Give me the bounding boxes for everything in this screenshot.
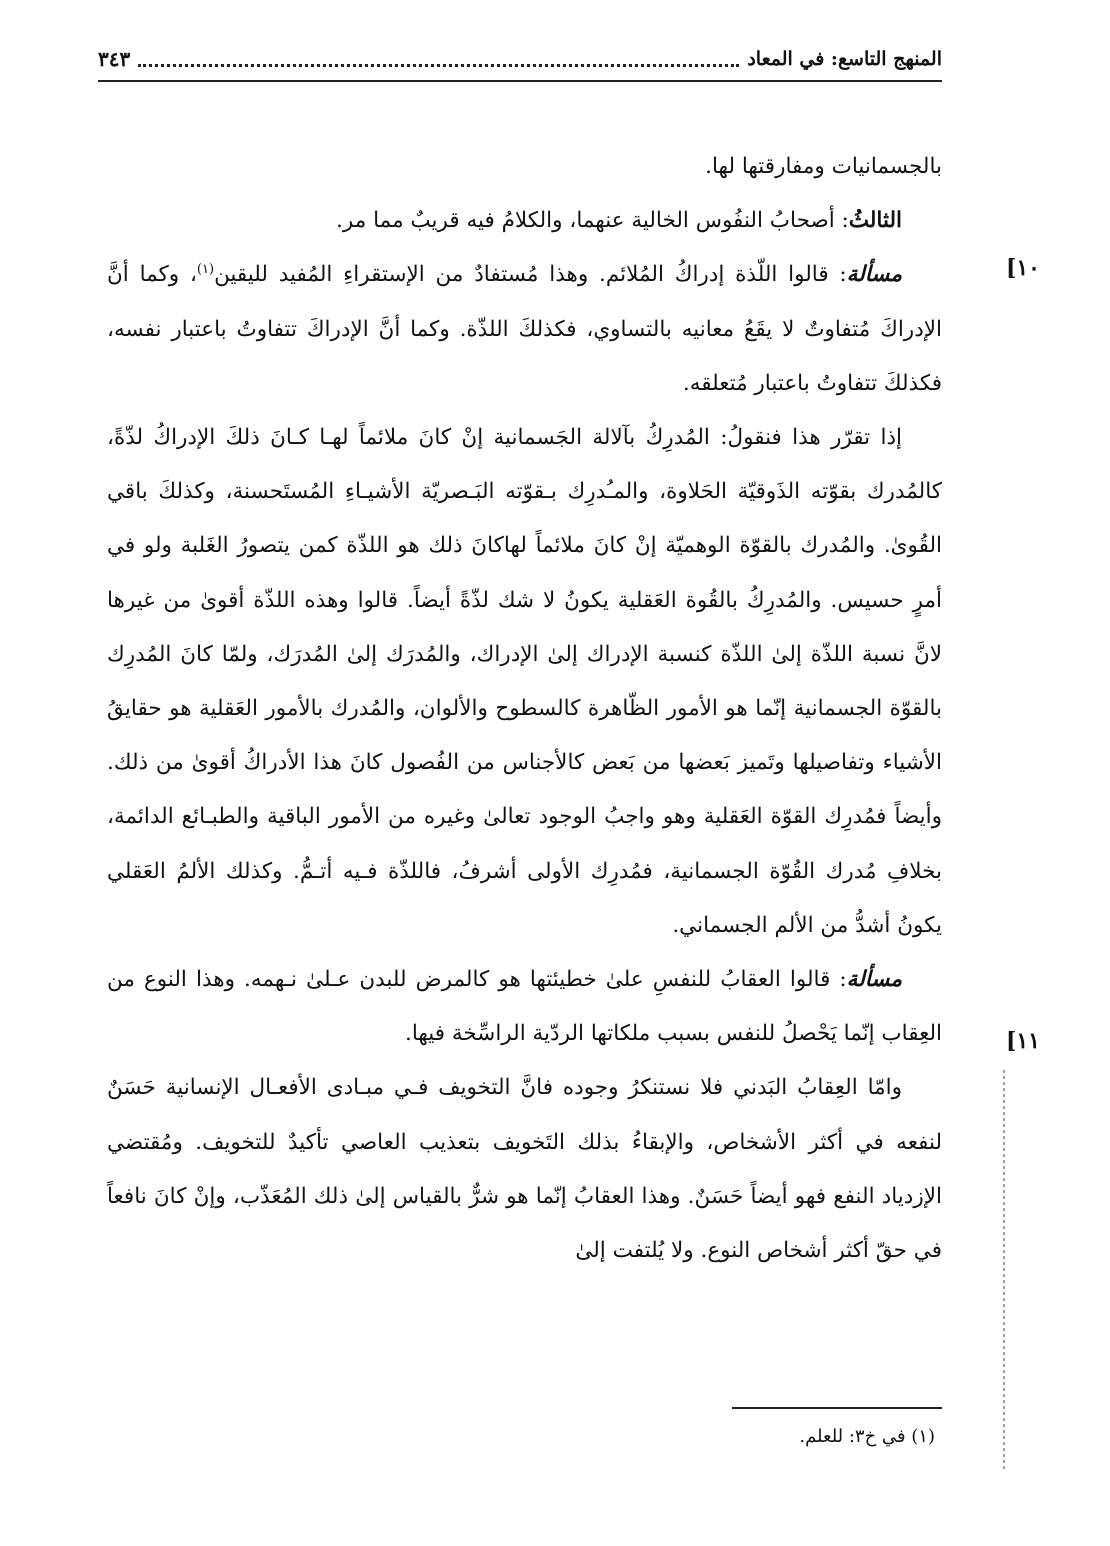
section-marker-10: ١٠] — [1005, 255, 1040, 281]
main-text — [107, 140, 942, 1278]
scan-edge-artifact — [1003, 1070, 1005, 1470]
paragraph-3 — [107, 248, 942, 411]
footnote-reference-1[interactable]: (١) — [196, 262, 215, 278]
paragraph-2 — [107, 194, 942, 248]
paragraph-1: بالجسمانيات ومفارقتها لها. — [705, 154, 942, 179]
paragraph-2-text: : أصحابُ النفُوس الخالية عنهما، والكلامُ فيه قريبٌ مما مر. — [336, 208, 849, 234]
paragraph-4: إذا تقرّر هذا فنقولُ: المُدرِكُ بآلالة الجَسمانية إنْ كانَ ملائماً لهـا كـانَ ذلكَ الإدراكُ لذّةً، كالمُدرك بقوّته الذَوقيّة الحَلاوة، والمـُدرِك بـقوّته البَـصريّة الأشيـاءِ المُستَحسنة، وكذلكَ باقي القُوىٰ. والمُدرك بالقوّة الوهميّة إنْ كانَ ملائماً لهاكانَ ذلك هو اللذّة كمن يتصورُ الغَلبة ولو في أمرٍ حسيس. والمُدرِكُ بالقُوة العَقلية يكونُ لا شك لذّةً أيضاً. قالوا وهذه اللذّة أقوىٰ من غيرها لانَّ نسبة اللذّة إلىٰ اللذّة كنسبة الإدراك إلىٰ الإدراك، والمُدرَك إلىٰ المُدرَك، ولمّا كانَ المُدرِك بالقوّة الجسمانية إنّما هو الأمور الظّاهرة كالسطوح والألوان، والمُدرك بالأمور العَقلية هو حقايقُ الأشياء وتفاصيلها وتَميز بَعضها من بَعض كالأجناس من الفُصول كانَ هذا الأدراكُ أقوىٰ من ذلك. وأيضاً فمُدرِك القوّة العَقلية وهو واجبُ الوجود تعالىٰ وغيره من الأمور الباقية والطبـائع الدائمة، بخلافِ مُدرك القُوّة الجسمانية، فمُدرِك الأولى أشرفُ، فاللذّة فـيه أتـمُّ. وكذلك الألمُ العَقلي يكونُ أشدُّ من الألم الجسماني. — [107, 425, 942, 938]
paragraph-5-lead: مسألة — [846, 967, 902, 993]
header-leader-dots — [138, 52, 739, 67]
footnote-1: (١) في خ٣: للعلم. — [799, 1426, 935, 1447]
paragraph-3-text-continued: ، وكما أنَّ الإدراكَ مُتفاوتٌ لا يقَعُ معانيه بالتساوي، فكذلكَ اللذّة. وكما أنَّ الإدراكَ تتفاوتُ باعتبار نفسه، فكذلكَ تتفاوتُ باعتبار مُتعلقه. — [107, 262, 942, 396]
paragraph-3-text: : قالوا اللّذة إدراكُ المُلائم. وهذا مُستفادٌ من الإستقراءِ المُفيد لليقين — [214, 262, 847, 288]
chapter-title: المنهج التاسع: في المعاد — [747, 48, 942, 70]
header-rule — [98, 80, 942, 82]
section-marker-11: ١١] — [1005, 1028, 1040, 1054]
paragraph-5 — [107, 953, 942, 1061]
paragraph-2-lead: الثالثُ — [848, 208, 902, 234]
running-header — [98, 42, 942, 76]
paragraph-5-text: : قالوا العقابُ للنفسِ علىٰ خطيئتها هو كالمرض للبدن عـلىٰ نـهمه. وهذا النوع من العِقاب إنّما يَحْصلُ للنفس بسبب ملكاتها الردّية الراسِّخة فيها. — [107, 967, 942, 1047]
footnote-rule — [732, 1407, 942, 1409]
paragraph-3-lead: مسألة — [846, 262, 902, 288]
page-number: ٣٤٣ — [98, 47, 131, 71]
paragraph-6: وامّا العِقابُ البَدني فلا نستنكرُ وجوده فانَّ التخويف فـي مبـادى الأفعـال الإنسانية حَسَنٌ لنفعه في أكثر الأشخاص، والإبقاءُ بذلك التَخويف بتعذيب العاصي تأكيدٌ للتخويف. ومُقتضي الإزدياد النفع فهو أيضاً حَسَنٌ. وهذا العقابُ إنّما هو شرٌّ بالقياس إلىٰ ذلك المُعَذّب، وإنْ كانَ نافعاً في حقّ أكثر أشخاص النوع. ولا يُلتفت إلىٰ — [107, 1075, 942, 1264]
